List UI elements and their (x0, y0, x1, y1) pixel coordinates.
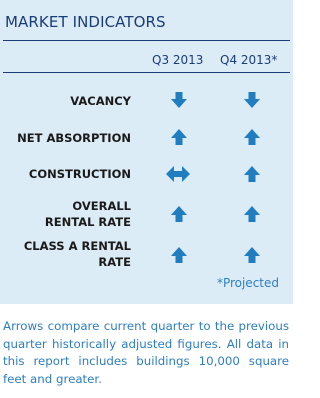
row-label-line: OVERALL (72, 199, 131, 213)
footnote: Arrows compare current quarter to the previous quarter historically adjusted figures. All data in this report includes buildings 10,000 square feet and greater. (3, 319, 289, 386)
panel-title: MARKET INDICATORS (5, 13, 166, 31)
left-right-arrow-icon (165, 164, 191, 184)
row-label-net-absorption: NET ABSORPTION (17, 131, 131, 145)
up-arrow-icon (242, 245, 262, 265)
up-arrow-icon (242, 127, 262, 147)
row-label-line: RATE (98, 255, 131, 269)
up-arrow-icon (169, 127, 189, 147)
row-label-vacancy: VACANCY (70, 94, 131, 108)
row-label-line: CLASS A RENTAL (23, 239, 131, 253)
row-label-line: RENTAL RATE (44, 215, 131, 229)
up-arrow-icon (242, 204, 262, 224)
up-arrow-icon (242, 164, 262, 184)
header-rule (3, 72, 290, 73)
column-header-q4: Q4 2013* (220, 53, 278, 67)
row-label-construction: CONSTRUCTION (28, 167, 131, 181)
up-arrow-icon (169, 204, 189, 224)
title-rule (3, 40, 290, 41)
column-header-q3: Q3 2013 (152, 53, 204, 67)
down-arrow-icon (169, 90, 189, 110)
down-arrow-icon (242, 90, 262, 110)
row-label-overall-rental-rate (0, 198, 131, 230)
row-label-class-a-rental-rate (0, 238, 131, 270)
up-arrow-icon (169, 245, 189, 265)
projected-note: *Projected (216, 276, 279, 290)
